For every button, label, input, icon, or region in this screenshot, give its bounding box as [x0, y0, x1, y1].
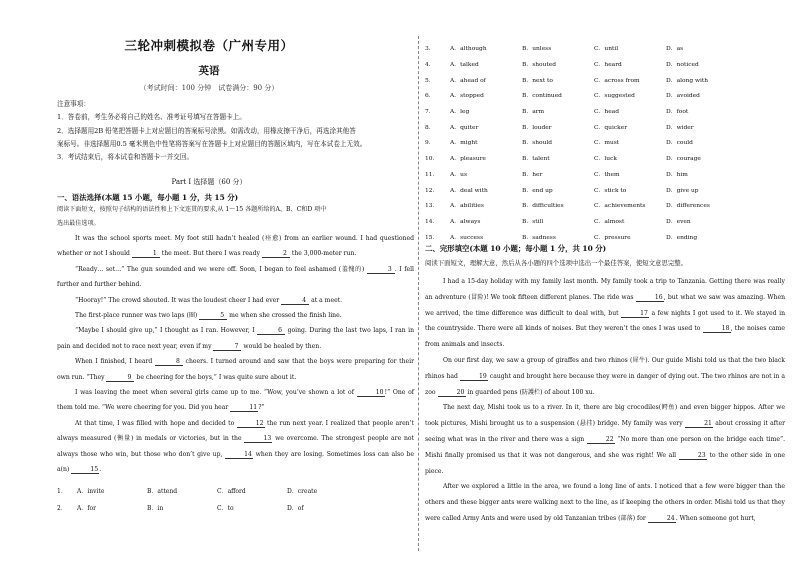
option-c[interactable]: C．suggested	[594, 93, 635, 100]
option-c[interactable]: C．must	[594, 140, 620, 147]
answer-blank[interactable]: 24	[648, 515, 676, 523]
answer-blank[interactable]: 12	[237, 420, 265, 428]
passage-text: , the noises came from animals and insects.	[425, 325, 786, 349]
question-number: 2．	[57, 505, 67, 512]
passage-text: !” One of them told me. “We were cheering for you. Did you hear	[57, 389, 415, 412]
option-row	[425, 213, 785, 229]
answer-blank[interactable]: 10	[357, 389, 385, 397]
answer-blank[interactable]: 7	[213, 343, 241, 351]
passage-text: “Hooray!” The crowd shouted. It was the loudest cheer I had ever	[75, 296, 282, 304]
passage-text: I was leaving the meet when several girls came up to me. “Wow, you’ve shown a lot of	[75, 389, 357, 397]
answer-blank[interactable]: 11	[230, 404, 258, 412]
passage-paragraph	[425, 400, 785, 479]
option-c[interactable]: C．almost	[594, 218, 625, 225]
answer-blank[interactable]: 9	[106, 374, 134, 382]
answer-blank[interactable]: 19	[460, 373, 488, 381]
grammar-options-continued	[425, 40, 785, 244]
option-b[interactable]: B．next to	[522, 77, 553, 84]
question-number: 5．	[425, 77, 435, 84]
passage-text: cheers. I turned around and saw that the boys were preparing for their own run. “They	[57, 358, 414, 381]
option-b[interactable]: B．her	[522, 171, 543, 178]
option-b[interactable]: B．continued	[522, 93, 562, 100]
answer-blank[interactable]: 20	[438, 389, 466, 397]
option-d[interactable]: D．wider	[666, 124, 694, 131]
passage-text: we overcome. The strongest people are not always those who win, but those who don’t give up,	[57, 435, 414, 458]
option-b[interactable]: B．talent	[522, 156, 550, 163]
passage-text: When I finished, I heard	[75, 358, 155, 366]
passage-text: On our first day, we saw a group of giraffes and two rhinos (犀牛). Our guide Mishi told us that the two black rhinos had	[425, 356, 785, 380]
passage-text: to the other side in one piece.	[425, 451, 786, 475]
option-a[interactable]: A．for	[77, 505, 97, 512]
option-b[interactable]: B．louder	[522, 124, 552, 131]
option-d[interactable]: D．could	[666, 140, 693, 147]
option-d[interactable]: D．ending	[666, 234, 698, 241]
question-number: 15．	[425, 234, 439, 241]
option-d[interactable]: D．avoided	[666, 93, 700, 100]
passage-text: After we explored a little in the area, we found a long line of ants. I noticed that a few were bigger than the others and these bigger ants were walking next to the line, as if keeping the others in order. Mishi told us that they were called Army Ants and were used by old Tanzanian tribes (部落) for	[425, 483, 785, 522]
option-row	[57, 503, 357, 512]
option-row	[425, 40, 785, 56]
option-c[interactable]: C．luck	[594, 156, 617, 163]
option-d[interactable]: D．noticed	[666, 62, 699, 69]
passage-paragraph	[425, 353, 785, 400]
passage-text: in guarded pens (防護栏) of about 100 xu.	[465, 388, 595, 396]
passage-paragraph	[57, 262, 414, 293]
option-c[interactable]: C．head	[594, 109, 619, 116]
exam-meta: （考试时间：100 分钟 试卷满分：90 分）	[139, 84, 279, 92]
passage-text: The first-place runner was two laps (圈)	[75, 312, 200, 320]
page-title: 三轮冲刺模拟卷（广州专用）	[124, 38, 294, 53]
section-instructions: 阅读下面短文，理解大意，然后从各小题的四个选项中选出一个最佳答案，使短文意思完整。	[425, 259, 688, 267]
grammar-section	[57, 192, 414, 478]
answer-blank[interactable]: 23	[679, 452, 707, 460]
question-number: 14．	[425, 218, 439, 225]
passage-text: would be healed by then.	[241, 342, 322, 350]
option-a[interactable]: A．always	[450, 218, 481, 225]
answer-blank[interactable]: 1	[132, 250, 160, 258]
option-a[interactable]: A．deal with	[450, 187, 488, 194]
question-number: 8．	[425, 124, 435, 131]
notes-block	[57, 98, 417, 164]
option-c[interactable]: C．heard	[594, 62, 622, 69]
question-number: 9．	[425, 140, 435, 147]
option-c[interactable]: C．stick to	[594, 187, 627, 194]
option-a[interactable]: A．us	[450, 171, 467, 178]
option-d[interactable]: D．foot	[666, 109, 689, 116]
answer-blank[interactable]: 14	[225, 451, 253, 459]
passage-text: “Ready… set…” The gun sounded and we were off. Soon, I began to feel ashamed (羞愧的)	[75, 265, 367, 273]
option-a[interactable]: A．might	[450, 140, 478, 147]
passage-text: a few nights I got used to it. We stayed in the countryside. There were all kinds of noises. But they weren’t the ones I was used to	[425, 309, 785, 333]
notes-item: 案标号。非选择题用0.5 毫米黑色中性笔将答案写在答题卡上对应题目的答题区域内，写在本试卷上无效。	[57, 139, 367, 148]
option-c[interactable]: C．them	[594, 171, 620, 178]
passage-text: . When someone got hurt,	[675, 514, 756, 522]
option-a[interactable]: A．abilities	[450, 203, 484, 210]
question-number: 7．	[425, 109, 435, 116]
option-d[interactable]: D．as	[666, 46, 684, 53]
passage-paragraph	[57, 354, 414, 385]
option-a[interactable]: A．stopped	[450, 93, 484, 100]
answer-blank[interactable]: 3	[367, 266, 395, 274]
option-c[interactable]: C．to	[217, 505, 234, 512]
passage-text: At that time, I was filled with hope and decided to	[75, 419, 237, 427]
option-b[interactable]: B．in	[147, 505, 164, 512]
option-d[interactable]: D．courage	[666, 156, 701, 163]
part-heading: Part Ⅰ 选择题（60 分）	[171, 178, 247, 186]
passage-text: “Maybe I should give up,” I thought as I ran. However, I	[75, 327, 258, 335]
answer-blank[interactable]: 22	[587, 436, 615, 444]
option-b[interactable]: B．attend	[147, 488, 178, 495]
option-d[interactable]: D．give up	[666, 187, 699, 194]
passage-text: , but what we saw was amazing. When we arrived, the time difference was difficult to deal with, but	[425, 293, 785, 317]
option-a[interactable]: A．ahead of	[450, 77, 486, 84]
answer-blank[interactable]: 8	[155, 358, 183, 366]
option-d[interactable]: D．of	[287, 505, 304, 512]
passage-text: . I fell further and further behind.	[57, 265, 414, 289]
section-instructions: 选出最佳选项。	[57, 220, 100, 227]
option-c[interactable]: C．achievements	[594, 203, 646, 210]
option-row	[425, 56, 785, 72]
option-b[interactable]: B．arm	[522, 109, 545, 116]
subject-title: 英语	[198, 65, 220, 77]
option-row	[425, 118, 785, 134]
notes-item: 3．考试结束后，将本试卷和答题卡一并交回。	[57, 153, 194, 162]
passage-paragraph	[57, 231, 414, 262]
answer-blank[interactable]: 15	[71, 466, 99, 474]
question-number: 1．	[57, 488, 67, 495]
option-c[interactable]: C．quicker	[594, 124, 628, 131]
option-a[interactable]: A．pleasure	[450, 156, 486, 163]
answer-blank[interactable]: 17	[621, 310, 649, 318]
question-number: 11．	[425, 171, 439, 178]
passage-paragraph	[57, 323, 414, 354]
answer-blank[interactable]: 16	[636, 294, 664, 302]
option-b[interactable]: B．unless	[522, 46, 552, 53]
passage-text: about crossing it after seeing what was in the river and there was a sign	[425, 420, 785, 443]
option-a[interactable]: A．success	[450, 234, 484, 241]
grammar-passage	[57, 231, 414, 478]
right-column	[418, 0, 794, 562]
option-a[interactable]: A．quiter	[450, 124, 479, 131]
section-heading: 二、完形填空(本题 10 小题；每小题 1 分，共 10 分)	[425, 244, 607, 253]
option-b[interactable]: B．difficulties	[522, 203, 564, 210]
option-d[interactable]: D．even	[666, 218, 691, 225]
passage-text: caught and brought here because they were in danger of dying out. The two rhinos are not in a zoo	[425, 372, 785, 396]
question-number: 3．	[425, 46, 435, 53]
question-number: 10．	[425, 156, 439, 163]
option-c[interactable]: C．until	[594, 46, 619, 53]
option-row	[425, 103, 785, 119]
option-row	[425, 150, 785, 166]
option-b[interactable]: B．should	[522, 140, 553, 147]
option-b[interactable]: B．shouted	[522, 62, 557, 69]
passage-text: me when she crossed the finish line.	[227, 312, 342, 320]
passage-paragraph	[57, 416, 414, 478]
notes-heading: 注意事项：	[57, 100, 90, 108]
passage-paragraph	[57, 385, 414, 416]
passage-text: The next day, Mishi took us to a river. In it, there are big crocodiles(鳄鱼) and even bigger hippos. After we took pictures, Mishi brought us to a suspension (悬挂) bridge. My family was very	[425, 404, 785, 428]
option-c[interactable]: C．across from	[594, 77, 640, 84]
passage-paragraph	[57, 308, 414, 323]
section-heading: 一、语法选择(本题 15 小题，每小题 1 分，共 15 分)	[57, 193, 239, 202]
option-d[interactable]: D．along with	[666, 77, 709, 84]
passage-text: going. During the last two laps, I ran in pain and decided not to race next year, even if my	[57, 327, 414, 350]
option-row	[425, 134, 785, 150]
option-b[interactable]: B．still	[522, 218, 544, 225]
passage-paragraph	[57, 293, 414, 308]
passage-text: the 3,000-meter run.	[289, 250, 357, 258]
question-number: 4．	[425, 62, 435, 69]
answer-blank[interactable]: 5	[199, 312, 227, 320]
passage-paragraph	[425, 479, 785, 526]
question-number: 6．	[425, 93, 435, 100]
option-a[interactable]: A．leg	[450, 109, 470, 116]
option-d[interactable]: D．differences	[666, 203, 710, 210]
answer-blank[interactable]: 13	[244, 435, 272, 443]
option-d[interactable]: D．create	[287, 488, 318, 495]
passage-text: “No more than one person on the bridge each time”. Mishi finally promised us that it was not dangerous, and she was right! We all	[425, 435, 785, 459]
option-row	[57, 486, 357, 495]
answer-blank[interactable]: 21	[685, 420, 713, 428]
option-a[interactable]: A．although	[450, 46, 487, 53]
option-b[interactable]: B．end up	[522, 187, 553, 194]
option-row	[425, 71, 785, 87]
question-number: 13．	[425, 203, 439, 210]
option-d[interactable]: D．him	[666, 171, 688, 178]
option-c[interactable]: C．afford	[217, 488, 246, 495]
answer-blank[interactable]: 18	[703, 325, 731, 333]
question-number: 12．	[425, 187, 439, 194]
passage-text: at a meet.	[309, 296, 343, 304]
passage-text: be cheering for the boys,” I was quite sure about it.	[134, 373, 297, 381]
option-row	[425, 166, 785, 182]
option-a[interactable]: A．invite	[77, 488, 105, 495]
passage-paragraph	[425, 274, 785, 353]
passage-text: ?”	[258, 404, 265, 412]
passage-text: the run next year. I realized that people aren’t always measured (衡量) in medals or victories, but in the	[57, 419, 414, 443]
option-row	[425, 197, 785, 213]
answer-blank[interactable]: 4	[281, 297, 309, 305]
notes-item: 2．选择题用2B 铅笔把答题卡上对应题目的答案标号涂黑。如需改动，用橡皮擦干净后，再选涂其他答	[57, 126, 356, 135]
answer-blank[interactable]: 6	[257, 327, 285, 335]
passage-text: the meet. But there I was ready	[159, 250, 262, 258]
passage-text: .	[99, 466, 102, 474]
passage-text: I had a 15-day holiday with my family last month. My family took a trip to Tanzania. Getting there was really an adventure (冒险)! We took fifteen different planes. The ride was	[425, 278, 785, 301]
passage-text: It was the school sports meet. My foot still hadn’t healed (痊愈) from an earlier wound. I had questioned whether or not I should	[57, 235, 414, 258]
option-row	[425, 87, 785, 103]
section-instructions: 阅读下面短文，按照句子结构的语法性和上下文连贯的要求,从 1～15 各题所给的A、B、C和D 项中	[57, 206, 327, 213]
option-row	[425, 181, 785, 197]
option-a[interactable]: A．talked	[450, 62, 479, 69]
option-b[interactable]: B．sadness	[522, 234, 556, 241]
option-row	[425, 228, 785, 244]
option-c[interactable]: C．pressure	[594, 234, 631, 241]
notes-item: 1．答卷前，考生务必将自己的姓名、准考证号填写在答题卡上。	[57, 113, 246, 122]
answer-blank[interactable]: 2	[262, 250, 290, 258]
passage-text: when they are losing. Sometimes loss can also be a(n)	[57, 450, 414, 474]
cloze-passage	[425, 274, 785, 527]
